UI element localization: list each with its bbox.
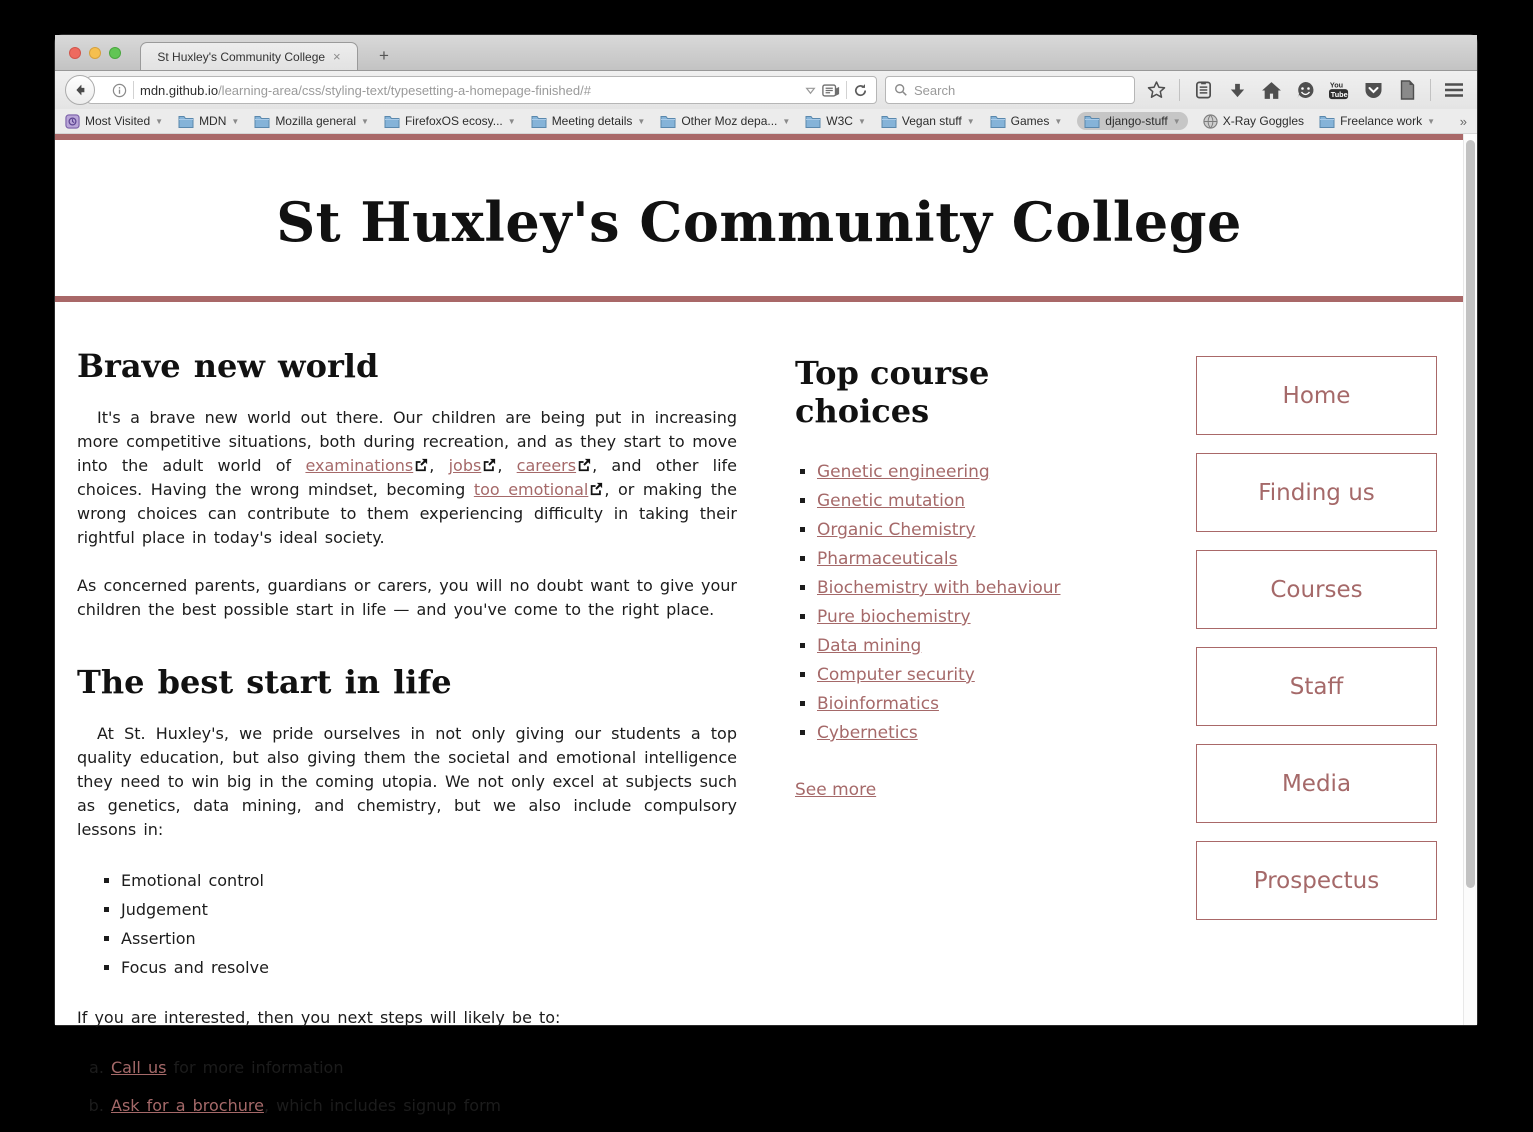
bookmark-folder-vegan-stuff[interactable]	[881, 114, 975, 128]
page-top-border	[55, 134, 1463, 140]
list-item	[817, 663, 1101, 687]
toolbar-separator	[1430, 79, 1431, 101]
bookmark-folder-other-moz[interactable]	[660, 114, 790, 128]
zoom-window-button[interactable]	[109, 47, 121, 59]
bookmark-label: MDN	[199, 114, 227, 128]
bookmark-folder-firefoxos[interactable]	[384, 114, 516, 128]
bookmark-xray-goggles[interactable]	[1203, 114, 1304, 129]
window-controls	[69, 47, 121, 59]
page-title: St Huxley's Community College	[276, 190, 1242, 254]
new-tab-button[interactable]: +	[379, 46, 389, 65]
step-text: for more information	[166, 1058, 344, 1077]
folder-icon	[531, 115, 547, 128]
bookmark-label: X-Ray Goggles	[1222, 114, 1305, 128]
bookmark-label: Freelance work	[1340, 114, 1423, 128]
home-icon	[1261, 81, 1282, 100]
content-columns	[55, 302, 1463, 1132]
list-item	[817, 460, 1101, 484]
folder-icon	[660, 115, 676, 128]
folder-icon	[254, 115, 270, 128]
bookmark-label: django-stuff	[1105, 114, 1168, 128]
search-bar[interactable]	[885, 76, 1135, 104]
hamburger-icon	[1444, 82, 1464, 98]
list-item	[817, 605, 1101, 629]
page-viewport	[55, 134, 1477, 1115]
url-bar[interactable]	[87, 76, 877, 104]
chevron-down-icon[interactable]	[805, 85, 816, 96]
list-item: ▪ Judgement	[121, 897, 737, 922]
list-item	[817, 721, 1101, 745]
list-item: ▪ Focus and resolve	[121, 955, 737, 980]
url-separator	[846, 81, 847, 99]
pocket-icon	[1363, 80, 1384, 100]
bookmarks-toolbar	[55, 109, 1477, 134]
folder-icon	[1319, 115, 1335, 128]
bookmark-label: W3C	[826, 114, 853, 128]
pocket-button[interactable]	[1360, 77, 1386, 103]
chevron-down-icon: ▼	[857, 116, 866, 126]
nav-button-home[interactable]: Home	[1196, 356, 1437, 435]
list-item	[817, 576, 1101, 600]
close-window-button[interactable]	[69, 47, 81, 59]
link-ask-for-brochure[interactable]: Ask for a brochure	[111, 1096, 264, 1115]
course-list	[795, 460, 1101, 745]
chevron-down-icon: ▼	[1054, 116, 1063, 126]
bookmarks-overflow-button[interactable]: »	[1459, 113, 1467, 129]
search-input[interactable]	[914, 83, 1126, 98]
bookmark-label: Meeting details	[551, 114, 633, 128]
link-call-us[interactable]: Call us	[111, 1058, 167, 1077]
bookmark-most-visited[interactable]	[65, 114, 163, 129]
vertical-scrollbar[interactable]	[1463, 134, 1477, 1025]
svg-text:You: You	[1329, 80, 1344, 90]
back-arrow-icon	[73, 83, 87, 97]
bookmark-folder-freelance-work[interactable]	[1319, 114, 1435, 128]
folder-icon	[384, 115, 400, 128]
reload-icon[interactable]	[853, 83, 868, 98]
sidebar-page-button[interactable]	[1394, 77, 1420, 103]
chevron-down-icon: ▼	[1172, 116, 1181, 126]
page-content	[55, 134, 1463, 1115]
bookmark-folder-mdn[interactable]	[178, 114, 239, 128]
bookmark-label: FirefoxOS ecosy...	[404, 114, 503, 128]
paragraph-3: At St. Huxley's, we pride ourselves in not only giving our students a top quality education, but also giving them the societal and emotional intelligence they need to win big in the coming utopia. We not only excel at subjects such as genetics, data mining, and chemistry, but we also include compulsory lessons in:	[77, 724, 737, 839]
navigation-toolbar	[55, 71, 1477, 109]
nav-button-courses[interactable]: Courses	[1196, 550, 1437, 629]
list-item	[817, 489, 1101, 513]
youtube-button[interactable]	[1326, 77, 1352, 103]
folder-icon	[881, 115, 897, 128]
folder-icon	[805, 115, 821, 128]
star-icon	[1146, 80, 1167, 100]
list-item	[111, 1056, 737, 1080]
link-data-mining[interactable]: Data mining	[817, 636, 922, 656]
youtube-icon	[1328, 80, 1350, 100]
link-pharmaceuticals[interactable]: Pharmaceuticals	[817, 549, 958, 569]
link-cybernetics[interactable]: Cybernetics	[817, 723, 918, 743]
url-separator	[133, 81, 134, 99]
paragraph-4: If you are interested, then you next steps will likely be to:	[77, 1008, 561, 1027]
bookmark-label: Mozilla general	[275, 114, 357, 128]
list-item	[817, 547, 1101, 571]
list-item	[111, 1094, 737, 1118]
chevron-down-icon: ▼	[782, 116, 791, 126]
paragraph-text: , and other life choices. Having the wrong mindset, becoming	[77, 456, 738, 499]
list-item	[817, 692, 1101, 716]
url-domain: mdn.github.io	[140, 82, 219, 98]
hello-button[interactable]	[1292, 77, 1318, 103]
section-heading-brave-new-world: Brave new world	[77, 347, 379, 385]
bookmarks-menu-button[interactable]	[1190, 77, 1216, 103]
browser-window	[55, 35, 1477, 1115]
info-icon[interactable]	[112, 83, 127, 98]
nav-button-prospectus[interactable]: Prospectus	[1196, 841, 1437, 920]
bookmark-folder-mozilla-general[interactable]	[254, 114, 369, 128]
chevron-down-icon: ▼	[361, 116, 369, 126]
nav-button-staff[interactable]: Staff	[1196, 647, 1437, 726]
external-link-icon	[589, 482, 603, 496]
see-more-link[interactable]: See more	[795, 780, 877, 800]
external-link-icon	[482, 458, 496, 472]
bookmark-label: Vegan stuff	[901, 114, 962, 128]
site-navigation	[1196, 354, 1437, 1132]
chevron-down-icon: ▼	[966, 116, 975, 126]
list-item: ▪ Emotional control	[121, 868, 737, 893]
bookmark-folder-django-stuff[interactable]	[1077, 112, 1187, 130]
link-computer-security[interactable]: Computer security	[817, 665, 975, 685]
folder-icon	[1084, 115, 1100, 128]
most-visited-icon	[65, 114, 80, 129]
link-genetic-engineering[interactable]: Genetic engineering	[817, 462, 990, 482]
bookmark-label: Games	[1010, 114, 1050, 128]
section-heading-best-start: The best start in life	[77, 663, 452, 701]
globe-icon	[1203, 114, 1218, 129]
course-choices-section	[795, 354, 1101, 1132]
lessons-list	[77, 868, 737, 980]
title-bar	[55, 35, 1477, 71]
home-button[interactable]	[1258, 77, 1284, 103]
link-bioinformatics[interactable]: Bioinformatics	[817, 694, 939, 714]
external-link-icon	[577, 458, 591, 472]
link-jobs[interactable]: jobs	[448, 456, 482, 475]
link-organic-chemistry[interactable]: Organic Chemistry	[817, 520, 976, 540]
link-biochemistry-behaviour[interactable]: Biochemistry with behaviour	[817, 578, 1061, 598]
tab-close-icon[interactable]: ×	[333, 49, 341, 64]
bookmarks-menu-icon	[1194, 80, 1213, 100]
download-arrow-icon	[1228, 81, 1247, 100]
nav-button-media[interactable]: Media	[1196, 744, 1437, 823]
main-article	[77, 347, 738, 1132]
bookmark-label: Other Moz depa...	[681, 114, 778, 128]
list-item	[817, 518, 1101, 542]
search-icon	[894, 83, 908, 97]
svg-text:Tube: Tube	[1330, 89, 1348, 99]
bookmark-folder-games[interactable]	[990, 114, 1063, 128]
chevron-down-icon: ▼	[1427, 116, 1436, 126]
external-link-icon	[414, 458, 428, 472]
section-heading-top-courses: Top course choices	[795, 354, 990, 430]
link-careers[interactable]: careers	[516, 456, 577, 475]
back-button[interactable]	[65, 75, 95, 105]
bookmark-label: Most Visited	[85, 114, 151, 128]
page-header	[55, 190, 1463, 254]
chevron-down-icon: ▼	[155, 116, 164, 126]
link-examinations[interactable]: examinations	[305, 456, 414, 475]
link-too-emotional[interactable]: too emotional	[473, 480, 589, 499]
chevron-down-icon: ▼	[231, 116, 240, 126]
next-steps-list	[77, 1056, 737, 1118]
bookmark-folder-meeting-details[interactable]	[531, 114, 646, 128]
paragraph-text: ,	[429, 456, 449, 475]
minimize-window-button[interactable]	[89, 47, 101, 59]
url-path: /learning-area/css/styling-text/typesetting-a-homepage-finished/#	[218, 82, 591, 98]
folder-icon	[178, 115, 194, 128]
list-item	[817, 634, 1101, 658]
scrollbar-thumb[interactable]	[1466, 140, 1475, 888]
paragraph-text: It's a brave new world out there. Our children are being put in increasing more competitive situations, both during recreation, and as they start to move into the adult world of	[77, 408, 737, 475]
link-pure-biochemistry[interactable]: Pure biochemistry	[817, 607, 971, 627]
chevron-down-icon: ▼	[507, 116, 516, 126]
list-item: ▪ Assertion	[121, 926, 737, 951]
step-text: , which includes signup form	[263, 1096, 501, 1115]
tab-st-huxleys[interactable]	[140, 42, 358, 70]
folder-icon	[990, 115, 1006, 128]
downloads-button[interactable]	[1224, 77, 1250, 103]
nav-button-finding-us[interactable]: Finding us	[1196, 453, 1437, 532]
paragraph-2: As concerned parents, guardians or carers, you will no doubt want to give your children the best possible start in life — and you've come to the right place.	[77, 576, 737, 619]
page-icon	[1399, 80, 1416, 100]
paragraph-1	[77, 406, 737, 550]
bookmark-folder-w3c[interactable]	[805, 114, 866, 128]
url-text	[140, 83, 799, 98]
paragraph-text: , or making the wrong choices can contribute to them experiencing difficulty in taking their rightful place in today's ideal society.	[77, 480, 738, 547]
smiley-icon	[1295, 80, 1316, 100]
paragraph-text: ,	[497, 456, 517, 475]
tab-title: St Huxley's Community College	[157, 49, 326, 64]
menu-button[interactable]	[1441, 77, 1467, 103]
bookmark-star-button[interactable]	[1143, 77, 1169, 103]
chevron-down-icon: ▼	[637, 116, 646, 126]
link-genetic-mutation[interactable]: Genetic mutation	[817, 491, 965, 511]
toolbar-separator	[1179, 79, 1180, 101]
reader-mode-icon[interactable]	[822, 83, 840, 98]
